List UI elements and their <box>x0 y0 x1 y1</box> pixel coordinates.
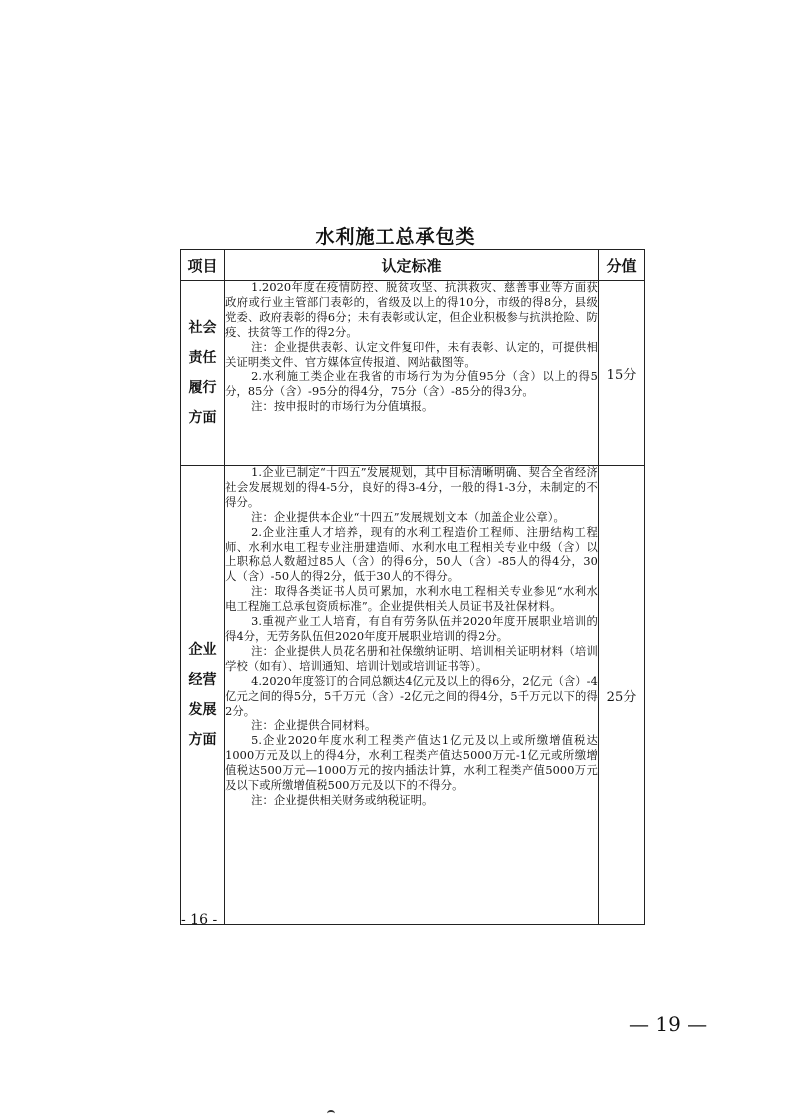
item-label-part: 方面 <box>188 732 217 748</box>
criterion-paragraph: 1.企业已制定“十四五”发展规划，其中目标清晰明确、契合全省经济社会发展规划的得4-5分，良好的得3-4分，一般的得1-3分，未制定的不得分。 <box>225 466 598 509</box>
item-label-part: 经营 <box>188 672 217 688</box>
item-label-part: 发展 <box>188 702 217 718</box>
criterion-paragraph: 5.企业2020年度水利工程类产值达1亿元及以上或所缴增值税达1000万元及以上的得4分，水利工程类产值达5000万元-1亿元或所缴增值税达500万元—1000万元的按内插法计算，水利工程类产值5000万元及以下或所缴增值税500万元及以下的不得分。 <box>225 734 598 793</box>
table-header-row <box>181 250 645 281</box>
scan-mark <box>327 1110 335 1117</box>
standard-cell <box>225 466 599 925</box>
header-standard: 认定标准 <box>225 250 599 281</box>
item-label-part: 企业 <box>188 642 217 658</box>
standard-cell <box>225 281 599 466</box>
note-paragraph: 注：企业提供表彰、认定文件复印件，未有表彰、认定的，可提供相关证明类文件、官方媒体宣传报道、网站截图等。 <box>225 340 598 369</box>
note-paragraph: 注：按申报时的市场行为分值填报。 <box>251 400 434 414</box>
scoring-table <box>180 249 645 925</box>
item-label-part: 责任 <box>188 350 217 366</box>
item-label-part: 方面 <box>188 410 217 426</box>
score-cell: 15分 <box>598 281 644 466</box>
note-paragraph: 注：取得各类证书人员可累加，水利水电工程相关专业参见“水利水电工程施工总承包资质标准”。企业提供相关人员证书及社保材料。 <box>225 585 598 614</box>
header-score: 分值 <box>598 250 644 281</box>
table-row <box>181 466 645 925</box>
criterion-paragraph: 3.重视产业工人培育，有自有劳务队伍并2020年度开展职业培训的得4分，无劳务队伍但2020年度开展职业培训的得2分。 <box>225 615 598 643</box>
criterion-paragraph: 1.2020年度在疫情防控、脱贫攻坚、抗洪救灾、慈善事业等方面获政府或行业主管部门表彰的，省级及以上的得10分，市级的得8分，县级党委、政府表彰的得6分；未有表彰或认定，但企业积极参与抗洪抢险、防疫、扶贫等工作的得2分。 <box>225 281 598 339</box>
document-title: 水利施工总承包类 <box>315 226 476 248</box>
note-paragraph: 注：企业提供相关财务或纳税证明。 <box>251 793 434 807</box>
item-label-part: 社会 <box>188 320 217 336</box>
note-paragraph: 注：企业提供人员花名册和社保缴纳证明、培训相关证明材料（培训学校（如有）、培训通知、培训计划或培训证书等）。 <box>225 644 598 673</box>
criterion-paragraph: 2.水利施工类企业在我省的市场行为为分值95分（含）以上的得5分，85分（含）-95分的得4分，75分（含）-85分的得3分。 <box>225 370 598 399</box>
score-cell: 25分 <box>598 466 644 925</box>
table-row <box>181 281 645 466</box>
criterion-paragraph: 2.企业注重人才培养，现有的水利工程造价工程师、注册结构工程师、水利水电工程专业注册建造师、水利水电工程相关专业中级（含）以上职称总人数超过85人（含）的得6分，50人（含）-85人的得4分，30人（含）-50人的得2分，低于30人的不得分。 <box>225 525 598 584</box>
criterion-paragraph: 4.2020年度签订的合同总额达4亿元及以上的得6分，2亿元（含）-4亿元之间的得5分，5千万元（含）-2亿元之间的得4分，5千万元以下的得2分。 <box>225 674 598 718</box>
header-item: 项目 <box>181 250 225 281</box>
inner-page-number: - 16 - <box>181 912 218 928</box>
note-paragraph: 注：企业提供本企业“十四五”发展规划文本（加盖企业公章）。 <box>251 510 565 524</box>
item-cell-social-responsibility <box>181 281 225 466</box>
item-label-part: 履行 <box>188 380 217 396</box>
item-cell-business-development <box>181 466 225 925</box>
note-paragraph: 注：企业提供合同材料。 <box>251 719 377 733</box>
outer-page-number: — 19 — <box>629 1012 708 1036</box>
